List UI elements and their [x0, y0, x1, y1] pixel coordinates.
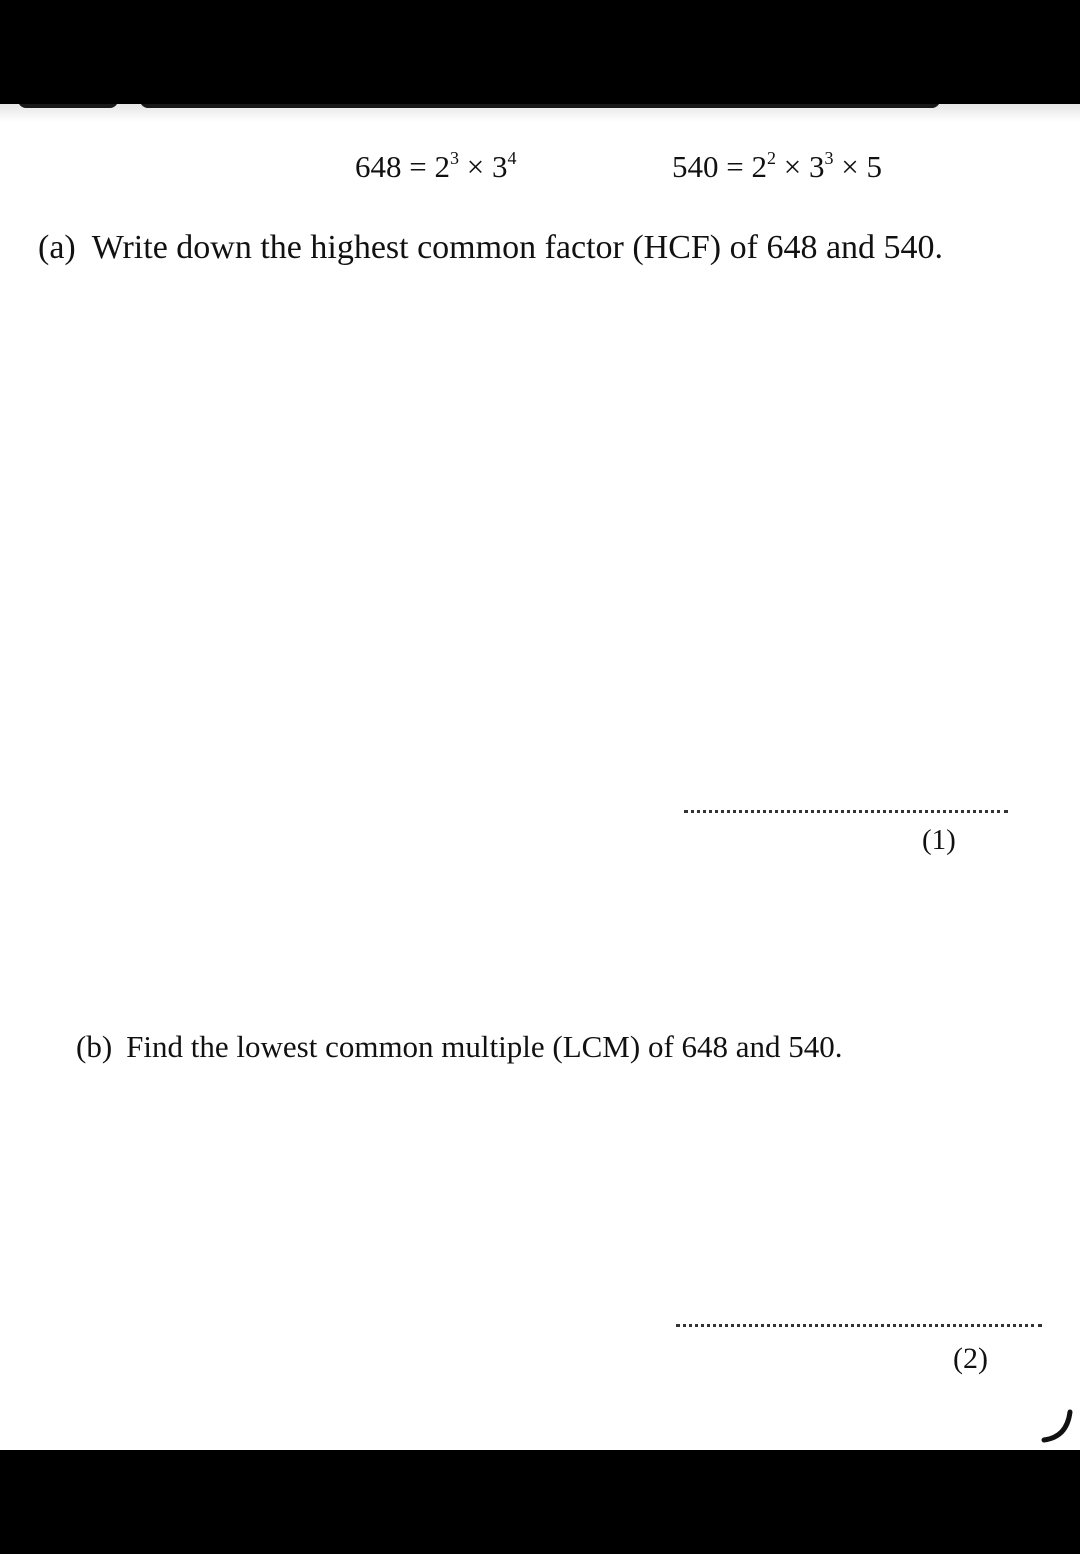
marks-part-a: (1) — [922, 824, 956, 856]
question-part-b — [76, 1031, 843, 1062]
equation-540 — [672, 148, 882, 184]
times-sign: × — [841, 149, 859, 184]
equation-number: 648 — [355, 149, 402, 184]
answer-line-b[interactable] — [676, 1324, 1042, 1327]
pen-stroke-icon — [1036, 1406, 1076, 1450]
factor-exponent: 3 — [449, 148, 459, 168]
equals-sign: = — [409, 149, 427, 184]
factor-base: 2 — [434, 149, 450, 184]
page-top-shadow — [0, 104, 1080, 122]
top-black-bar — [0, 0, 1080, 104]
equation-number: 540 — [672, 149, 719, 184]
factor-base: 5 — [866, 149, 882, 184]
factor-exponent: 4 — [507, 148, 517, 168]
question-label: (a) — [38, 229, 76, 266]
question-text: Find the lowest common multiple (LCM) of 648 and 540. — [126, 1029, 843, 1064]
factor-exponent: 2 — [766, 148, 776, 168]
factor-base: 3 — [808, 149, 825, 184]
answer-line-a[interactable] — [684, 810, 1008, 813]
times-sign: × — [783, 149, 802, 184]
factor-base: 2 — [751, 149, 767, 184]
marks-part-b: (2) — [953, 1342, 988, 1375]
equals-sign: = — [726, 149, 744, 184]
question-part-a — [38, 231, 943, 265]
question-label: (b) — [76, 1029, 113, 1064]
equation-648 — [355, 148, 517, 184]
question-text: Write down the highest common factor (HCF) of 648 and 540. — [91, 229, 944, 266]
factor-exponent: 3 — [824, 148, 834, 168]
factor-base: 3 — [491, 149, 508, 184]
times-sign: × — [466, 149, 485, 184]
worksheet-page — [0, 104, 1080, 1450]
bottom-black-bar — [0, 1450, 1080, 1554]
